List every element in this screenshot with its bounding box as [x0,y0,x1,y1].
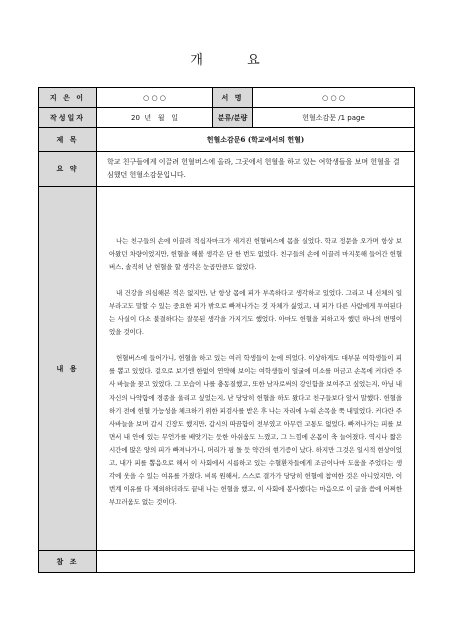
signature-value: ○ ○ ○ [253,88,415,108]
content-row [39,187,415,551]
document-title: 헌혈소감문6 (학교에서의 헌혈) [97,128,415,152]
page-title: 개 요 [190,53,280,68]
content-label: 내 용 [39,187,97,551]
reference-label: 참 조 [39,551,97,573]
reference-value [97,551,415,573]
date-value: 20 년 월 일 [97,108,213,128]
author-row [39,88,415,108]
category-value: 헌혈소감문 /1 page [253,108,415,128]
content-paragraph-1: 나는 친구들의 손에 이끌려 적십자마크가 새겨진 헌혈버스에 몸을 실었다. 학교 정문을 오가며 항상 보아왔던 차량이었지만, 헌혈을 해볼 생각은 단 한 번도 없었다. 친구들의 손에 이끌려 마지못해 들어간 헌혈버스, 솔직히 난 헌혈을 할 생각은 눈곱만큼도 없었다. [109,236,402,271]
summary-row [39,152,415,187]
summary-text: 학교 친구들에게 이끌려 헌혈버스에 올라, 그곳에서 헌혈을 하고 있는 여학생들을 보며 헌혈을 결심했던 헌혈소감문입니다. [97,152,415,187]
summary-form-table [38,87,415,573]
category-label: 분류/분량 [213,108,253,128]
date-label: 작성일자 [39,108,97,128]
subject-row [39,128,415,152]
content-paragraph-2: 내 건강을 의심해본 적은 없지만, 난 항상 몸에 피가 부족하다고 생각하고 있었다. 그리고 내 신체의 일부라고도 말할 수 있는 중요한 피가 밖으로 빠져나가는 것 자체가 싫었고, 내 피가 다른 사람에게 투여된다는 사실이 다소 불결하다는 잘못된 생각을 가지기도 했었다. 아마도 헌혈을 피하고자 했던 하나의 변명이었을 것이다. [109,288,402,337]
author-label: 지 은 이 [39,88,97,108]
content-body [97,187,415,551]
summary-label: 요 약 [39,152,97,187]
signature-label: 서 명 [213,88,253,108]
date-row [39,108,415,128]
content-paragraph-3: 헌혈버스에 들어가니, 헌혈을 하고 있는 여러 학생들이 눈에 띄었다. 이상하게도 대부분 여학생들이 피를 뽑고 있었다. 겉으로 보기엔 한없이 연약해 보이는 여학생들이 얼굴에 미소를 머금고 손목에 커다란 주사 바늘을 꽂고 있었다. 그 모습이 나를 충동질했고, 또한 남자로써의 강인함을 보여주고 싶었는지, 아님 내 자신의 나약함에 경종을 울리고 싶었는지, 난 당당히 헌혈을 하도 왔다고 친구들보다 앞서 말했다. 헌혈을 하기 전에 헌혈 가능성을 체크하기 위한 피검사를 받은 후 나는 자리에 누워 손목을 쭉 내밀었다. 커다란 주사바늘을 보며 갑시 긴장도 했지만, 갑시의 따끔함이 전부였고 아무런 고통도 없었다. 빠져나가는 피를 보면서 내 안에 있는 무언가를 배앗기는 듯한 아쉬움도 느꼈고, 그 느낌에 온몸이 축 늘어졌다. 역시나 짧은 시간에 많은 양의 피가 빠져나가니, 머리가 핑 돌 듯 약간의 현기증이 났다. 하지만 그것은 일시적 현상이었고, 내가 피를 뽑음으로 해서 이 사회에서 시름하고 있는 수혈환자들에게 조금이나마 도움을 주었다는 생각에 웃을 수 있는 여유를 가졌다. 비록 원해서, 스스로 결가가 당당히 헌혈에 참여한 것은 아니었지만, 이번계 이유를 다 제외하더라도 끝내 나는 헌혈을 했고, 이 사회에 봉사했다는 마음으로 이 글을 씀에 어쩌한 부끄러움도 없는 것이다. [109,354,402,507]
author-value: ○ ○ ○ [97,88,213,108]
subject-label: 제 목 [39,128,97,152]
reference-row [39,551,415,573]
